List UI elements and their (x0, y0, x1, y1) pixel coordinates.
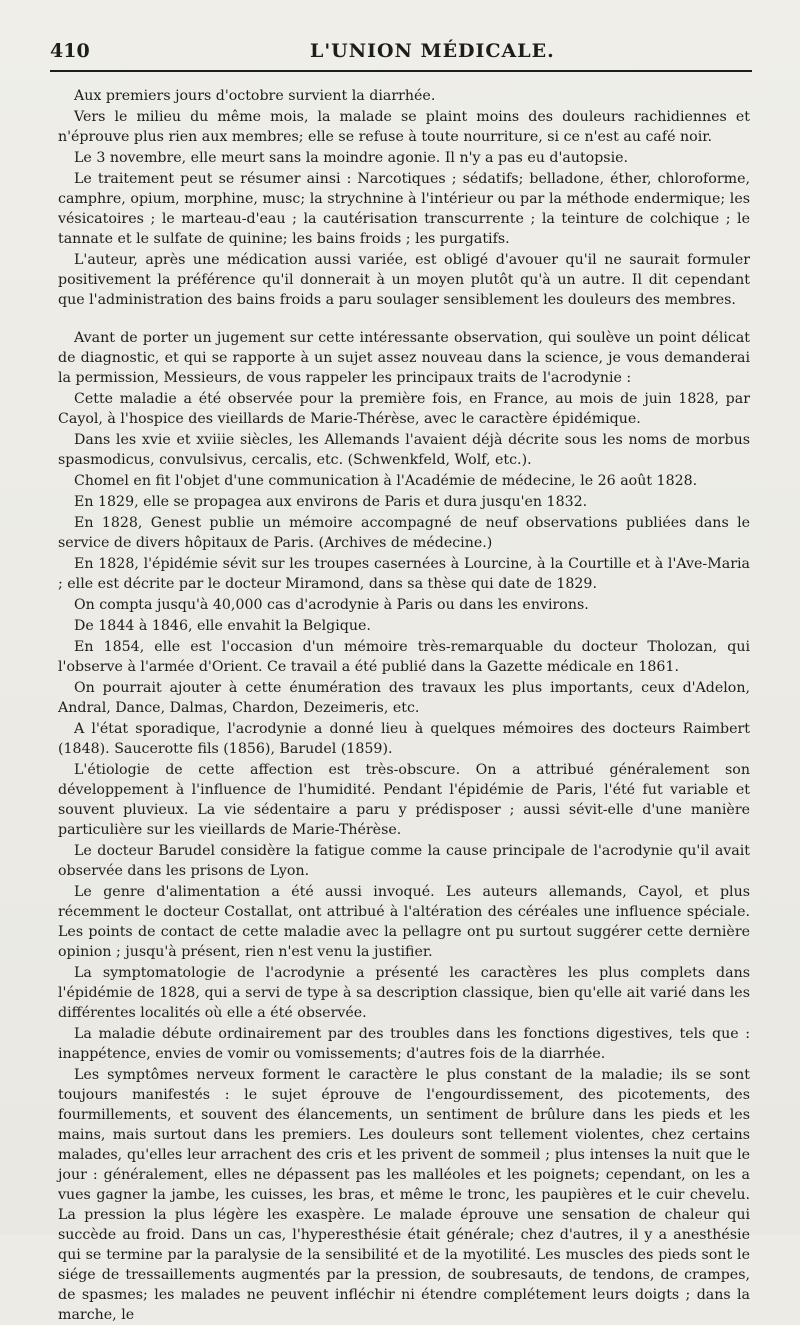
article-body (58, 86, 750, 1325)
paragraph: A l'état sporadique, l'acrodynie a donné lieu à quelques mémoires des docteurs Raimbert (1848). Saucerotte fils (1856), Barudel (1859). (58, 721, 750, 757)
paragraph: Avant de porter un jugement sur cette intéressante observation, qui soulève un point délicat de diagnostic, et qui se rapporte à un sujet assez nouveau dans la science, je vous demanderai la permission, Messieurs, de vous rappeler les principaux traits de l'acrodynie : (58, 330, 750, 386)
paragraph: Aux premiers jours d'octobre survient la diarrhée. (74, 88, 436, 104)
paragraph: On compta jusqu'à 40,000 cas d'acrodynie à Paris ou dans les environs. (74, 597, 589, 613)
paragraph: En 1829, elle se propagea aux environs de Paris et dura jusqu'en 1832. (74, 494, 588, 510)
journal-title: L'UNION MÉDICALE. (310, 40, 555, 62)
paragraph: Dans les xvie et xviiie siècles, les Allemands l'avaient déjà décrite sous les noms de morbus spasmodicus, convulsivus, cercalis, etc. (Schwenkfeld, Wolf, etc.). (58, 432, 750, 468)
paragraph: La maladie débute ordinairement par des troubles dans les fonctions digestives, tels que : inappétence, envies de vomir ou vomissements; d'autres fois de la diarrhée. (58, 1026, 750, 1062)
page-header (50, 40, 752, 72)
paragraph: Le traitement peut se résumer ainsi : Narcotiques ; sédatifs; belladone, éther, chloroforme, camphre, opium, morphine, musc; la strychnine à l'intérieur ou par la méthode endermique; les vésicatoires ; le marteau-d'eau ; la cautérisation transcurrente ; la teinture de colchique ; le tannate et le sulfate de quinine; les bains froids ; les purgatifs. (58, 171, 750, 247)
paragraph: L'étiologie de cette affection est très-obscure. On a attribué généralement son développement à l'influence de l'humidité. Pendant l'épidémie de Paris, l'été fut variable et souvent pluvieux. La vie sédentaire a paru y prédisposer ; aussi sévit-elle d'une manière particulière sur les vieillards de Marie-Thérèse. (58, 762, 750, 838)
paragraph: Cette maladie a été observée pour la première fois, en France, au mois de juin 1828, par Cayol, à l'hospice des vieillards de Marie-Thérèse, avec le caractère épidémique. (58, 391, 750, 427)
paragraph: Le genre d'alimentation a été aussi invoqué. Les auteurs allemands, Cayol, et plus récemment le docteur Costallat, ont attribué à l'altération des céréales une influence spéciale. Les points de contact de cette maladie avec la pellagre ont pu surtout suggérer cette dernière opinion ; jusqu'à présent, rien n'est venu la justifier. (58, 884, 750, 960)
paragraph: Vers le milieu du même mois, la malade se plaint moins des douleurs rachidiennes et n'éprouve plus rien aux membres; elle se refuse à toute nourriture, si ce n'est au café noir. (58, 109, 750, 145)
paragraph: Les symptômes nerveux forment le caractère le plus constant de la maladie; ils se sont toujours manifestés : le sujet éprouve de l'engourdissement, des picotements, des fourmillements, et souvent des élancements, un sentiment de brûlure dans les pieds et les mains, mais surtout dans les premiers. Les douleurs sont tellement violentes, chez certains malades, qu'elles leur arrachent des cris et les privent de sommeil ; plus intenses la nuit que le jour : généralement, elles ne dépassent pas les malléoles et les poignets; cependant, on les a vues gagner la jambe, les cuisses, les bras, et même le tronc, les paupières et le cuir chevelu. La pression la plus légère les exaspère. Le malade éprouve une sensation de chaleur qui succède au froid. Dans un cas, l'hyperesthésie était générale; chez d'autres, il y a anesthésie qui se termine par la paralysie de la sensibilité et de la myotilité. Les muscles des pieds sont le siége de tressaillements augmentés par la pression, de soubresauts, de tendons, de crampes, de spasmes; les malades ne peuvent infléchir ni étendre complétement leurs doigts ; dans la marche, le (58, 1067, 750, 1323)
page-number: 410 (50, 40, 90, 62)
paragraph: En 1828, Genest publie un mémoire accompagné de neuf observations publiées dans le service de divers hôpitaux de Paris. (Archives de médecine.) (58, 515, 750, 551)
paragraph: La symptomatologie de l'acrodynie a présenté les caractères les plus complets dans l'épidémie de 1828, qui a servi de type à sa description classique, bien qu'elle ait varié dans les différentes localités où elle a été observée. (58, 965, 750, 1021)
paragraph: Chomel en fit l'objet d'une communication à l'Académie de médecine, le 26 août 1828. (74, 473, 698, 489)
paragraph: De 1844 à 1846, elle envahit la Belgique. (74, 618, 371, 634)
paragraph: On pourrait ajouter à cette énumération des travaux les plus importants, ceux d'Adelon, Andral, Dance, Dalmas, Chardon, Dezeimeris, etc. (58, 680, 750, 716)
paragraph: L'auteur, après une médication aussi variée, est obligé d'avouer qu'il ne saurait formuler positivement la préférence qu'il donnerait à un moyen plutôt qu'à un autre. Il dit cependant que l'administration des bains froids a paru soulager sensiblement les douleurs des membres. (58, 252, 750, 308)
paragraph: En 1828, l'épidémie sévit sur les troupes casernées à Lourcine, à la Courtille et à l'Ave-Maria ; elle est décrite par le docteur Miramond, dans sa thèse qui date de 1829. (58, 556, 750, 592)
paragraph: Le docteur Barudel considère la fatigue comme la cause principale de l'acrodynie qu'il avait observée dans les prisons de Lyon. (58, 843, 750, 879)
paragraph: Le 3 novembre, elle meurt sans la moindre agonie. Il n'y a pas eu d'autopsie. (74, 150, 629, 166)
paragraph: En 1854, elle est l'occasion d'un mémoire très-remarquable du docteur Tholozan, qui l'observe à l'armée d'Orient. Ce travail a été publié dans la Gazette médicale en 1861. (58, 639, 750, 675)
